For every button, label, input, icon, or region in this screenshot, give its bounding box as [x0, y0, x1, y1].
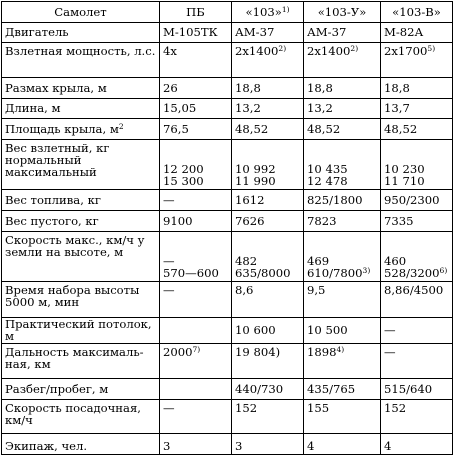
cell-crew-pb: 3: [160, 434, 232, 455]
row-fuel: [2, 189, 453, 210]
cell-takeoff-pb: [160, 379, 232, 400]
cell-weight-103u: 10 435 12 478: [304, 140, 381, 190]
cell-power-103: 2x1400$^{2)}$: [232, 42, 304, 77]
label-fuel: Вес топлива, кг: [2, 189, 160, 210]
cell-crew-103: 3: [232, 434, 304, 455]
cell-area-pb: 76,5: [160, 119, 232, 140]
cell-engine-103v: М-82А: [381, 22, 453, 42]
cell-engine-103: АМ-37: [232, 22, 304, 42]
cell-landing-pb: —: [160, 399, 232, 433]
row-takeoff: [2, 379, 453, 400]
cell-climb-pb: —: [160, 282, 232, 317]
cell-area-103v: 48,52: [381, 119, 453, 140]
cell-power-103u: 2x1400$^{2)}$: [304, 42, 381, 77]
cell-empty-103u: 7823: [304, 210, 381, 231]
cell-engine-pb: М-105ТК: [160, 22, 232, 42]
cell-span-103u: 18,8: [304, 77, 381, 98]
cell-speed-103v: 460 528/3200$^{6)}$: [381, 231, 453, 282]
cell-speed-pb: — 570—600: [160, 231, 232, 282]
header-row: [2, 2, 453, 23]
cell-fuel-103v: 950/2300: [381, 189, 453, 210]
label-engine: Двигатель: [2, 22, 160, 42]
cell-takeoff-103u: 435/765: [304, 379, 381, 400]
label-crew: Экипаж, чел.: [2, 434, 160, 455]
label-length: Длина, м: [2, 98, 160, 119]
label-range: Дальность максималь-ная, км: [2, 343, 160, 378]
row-range: [2, 343, 453, 378]
label-power: Взлетная мощность, л.с.: [2, 42, 160, 77]
header-103: «103»$^{1)}$: [232, 2, 304, 23]
row-area: [2, 119, 453, 140]
header-103v: «103-В»: [381, 2, 453, 23]
label-takeoff: Разбег/пробег, м: [2, 379, 160, 400]
cell-takeoff-103: 440/730: [232, 379, 304, 400]
cell-length-103: 13,2: [232, 98, 304, 119]
header-103u: «103-У»: [304, 2, 381, 23]
cell-ceiling-103: 10 600: [232, 317, 304, 343]
cell-weight-pb: 12 200 15 300: [160, 140, 232, 190]
header-pb: ПБ: [160, 2, 232, 23]
row-empty: [2, 210, 453, 231]
cell-engine-103u: АМ-37: [304, 22, 381, 42]
cell-crew-103v: 4: [381, 434, 453, 455]
row-length: [2, 98, 453, 119]
label-ceiling: Практический потолок, м: [2, 317, 160, 343]
cell-speed-103u: 469 610/7800$^{3)}$: [304, 231, 381, 282]
row-speed: [2, 231, 453, 282]
row-ceiling: [2, 317, 453, 343]
row-span: [2, 77, 453, 98]
row-engine: [2, 22, 453, 42]
cell-ceiling-103u: 10 500: [304, 317, 381, 343]
cell-span-103v: 18,8: [381, 77, 453, 98]
cell-length-103v: 13,7: [381, 98, 453, 119]
cell-ceiling-pb: [160, 317, 232, 343]
cell-power-103v: 2x1700$^{5)}$: [381, 42, 453, 77]
cell-area-103: 48,52: [232, 119, 304, 140]
cell-landing-103u: 155: [304, 399, 381, 433]
cell-fuel-pb: —: [160, 189, 232, 210]
label-climb: Время набора высоты 5000 м, мин: [2, 282, 160, 317]
cell-power-pb: 4x: [160, 42, 232, 77]
cell-range-103v: —: [381, 343, 453, 378]
cell-weight-103v: 10 230 11 710: [381, 140, 453, 190]
row-landing: [2, 399, 453, 433]
cell-length-pb: 15,05: [160, 98, 232, 119]
cell-span-103: 18,8: [232, 77, 304, 98]
label-landing: Скорость посадочная, км/ч: [2, 399, 160, 433]
cell-climb-103u: 9,5: [304, 282, 381, 317]
cell-length-103u: 13,2: [304, 98, 381, 119]
cell-fuel-103: 1612: [232, 189, 304, 210]
cell-takeoff-103v: 515/640: [381, 379, 453, 400]
cell-climb-103: 8,6: [232, 282, 304, 317]
label-span: Размах крыла, м: [2, 77, 160, 98]
cell-empty-103v: 7335: [381, 210, 453, 231]
cell-fuel-103u: 825/1800: [304, 189, 381, 210]
cell-range-103u: 1898$^{4)}$: [304, 343, 381, 378]
cell-empty-pb: 9100: [160, 210, 232, 231]
cell-span-pb: 26: [160, 77, 232, 98]
cell-range-pb: 2000$^{7)}$: [160, 343, 232, 378]
header-aircraft: Самолет: [2, 2, 160, 23]
label-weight: Вес взлетный, кг нормальный максимальный: [2, 140, 160, 190]
label-speed: Скорость макс., км/ч у земли на высоте, м: [2, 231, 160, 282]
row-climb: [2, 282, 453, 317]
cell-crew-103u: 4: [304, 434, 381, 455]
cell-speed-103: 482 635/8000: [232, 231, 304, 282]
cell-empty-103: 7626: [232, 210, 304, 231]
label-area: Площадь крыла, $м^2$: [2, 119, 160, 140]
row-weight: [2, 140, 453, 190]
label-empty: Вес пустого, кг: [2, 210, 160, 231]
row-crew: [2, 434, 453, 455]
cell-weight-103: 10 992 11 990: [232, 140, 304, 190]
cell-landing-103v: 152: [381, 399, 453, 433]
cell-range-103: 19 804): [232, 343, 304, 378]
row-power: [2, 42, 453, 77]
cell-area-103u: 48,52: [304, 119, 381, 140]
cell-climb-103v: 8,86/4500: [381, 282, 453, 317]
cell-landing-103: 152: [232, 399, 304, 433]
aircraft-specs-table: [1, 1, 453, 455]
cell-ceiling-103v: —: [381, 317, 453, 343]
